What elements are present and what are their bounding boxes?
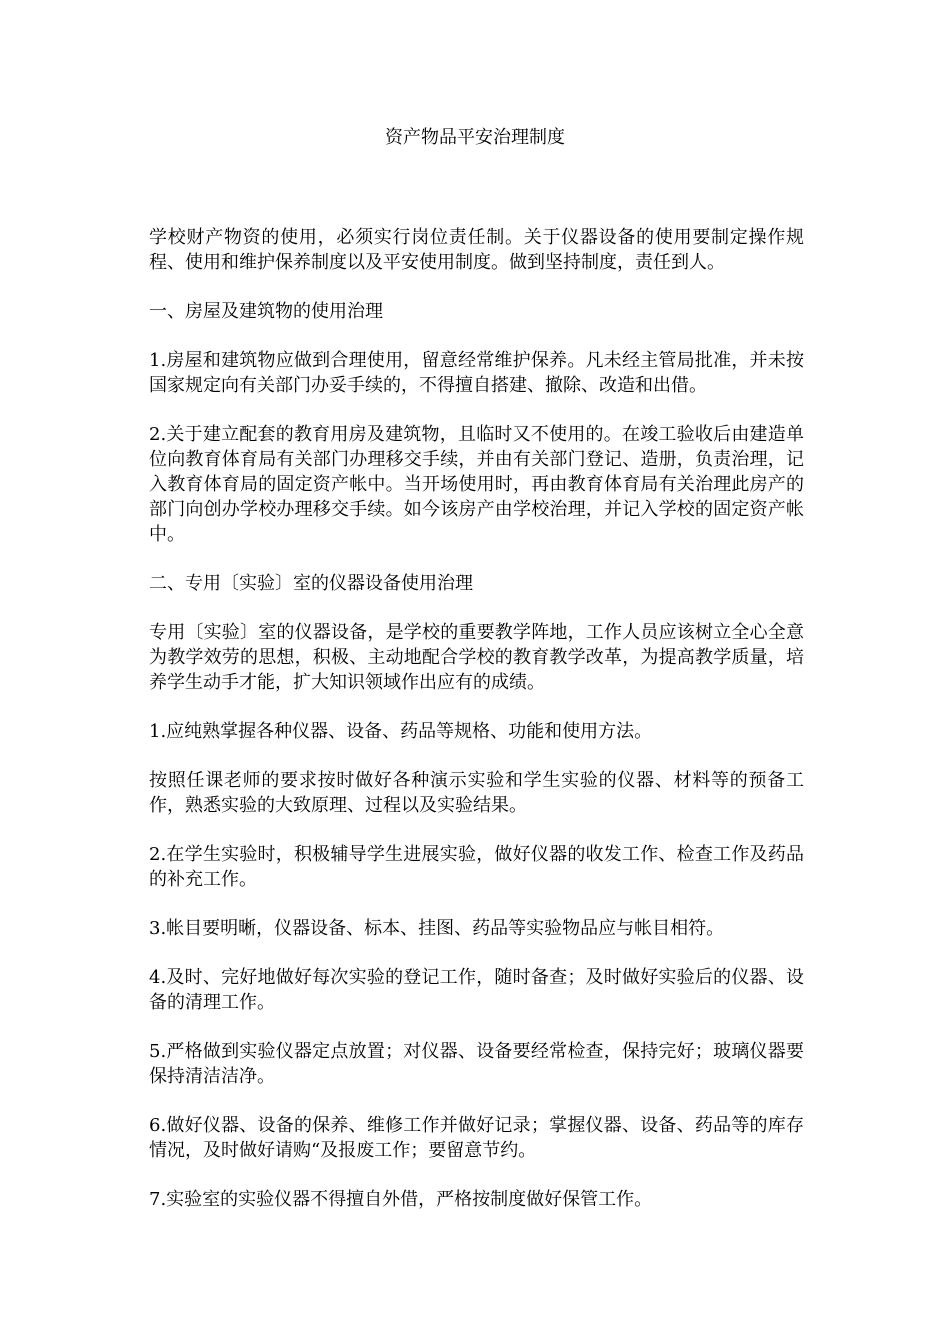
section-heading-lab: 二、专用〔实验〕室的仪器设备使用治理 <box>149 573 473 594</box>
paragraph-buildings-1: 1.房屋和建筑物应做到合理使用，留意经常维护保养。凡未经主管局批准，并未按国家规定向有关部门办妥手续的，不得擅自搭建、撤除、改造和出借。 <box>149 350 804 396</box>
section-heading-buildings: 一、房屋及建筑物的使用治理 <box>149 301 383 322</box>
paragraph-lab-prep: 按照任课老师的要求按时做好各种演示实验和学生实验的仪器、材料等的预备工作，熟悉实验的大致原理、过程以及实验结果。 <box>149 770 804 816</box>
paragraph-lab-6: 6.做好仪器、设备的保养、维修工作并做好记录；掌握仪器、设备、药品等的库存情况，及时做好请购“及报废工作；要留意节约。 <box>149 1115 804 1161</box>
paragraph-lab-2: 2.在学生实验时，积极辅导学生进展实验，做好仪器的收发工作、检查工作及药品的补充工作。 <box>149 844 804 890</box>
document-body <box>149 225 804 1236</box>
paragraph-lab-3: 3.帐目要明晰，仪器设备、标本、挂图、药品等实验物品应与帐目相符。 <box>149 918 725 939</box>
paragraph-lab-1: 1.应纯熟掌握各种仪器、设备、药品等规格、功能和使用方法。 <box>149 721 653 742</box>
paragraph-lab-7: 7.实验室的实验仪器不得擅自外借，严格按制度做好保管工作。 <box>149 1189 653 1210</box>
document-title: 资产物品平安治理制度 <box>385 127 565 148</box>
intro-paragraph: 学校财产物资的使用，必须实行岗位责任制。关于仪器设备的使用要制定操作规程、使用和维护保养制度以及平安使用制度。做到坚持制度，责任到人。 <box>149 227 804 273</box>
paragraph-lab-4: 4.及时、完好地做好每次实验的登记工作，随时备查；及时做好实验后的仪器、设备的清理工作。 <box>149 967 804 1013</box>
paragraph-buildings-2: 2.关于建立配套的教育用房及建筑物，且临时又不使用的。在竣工验收后由建造单位向教育体育局有关部门办理移交手续，并由有关部门登记、造册，负责治理，记入教育体育局的固定资产帐中。当开场使用时，再由教育体育局有关治理此房产的部门向创办学校办理移交手续。如今该房产由学校治理，并记入学校的固定资产帐中。 <box>149 424 804 545</box>
paragraph-lab-intro: 专用〔实验〕室的仪器设备，是学校的重要教学阵地，工作人员应该树立全心全意为教学效劳的思想，积极、主动地配合学校的教育教学改革，为提高教学质量，培养学生动手才能，扩大知识领域作出应有的成绩。 <box>149 622 804 693</box>
paragraph-lab-5: 5.严格做到实验仪器定点放置；对仪器、设备要经常检查，保持完好；玻璃仪器要保持清洁洁净。 <box>149 1041 804 1087</box>
